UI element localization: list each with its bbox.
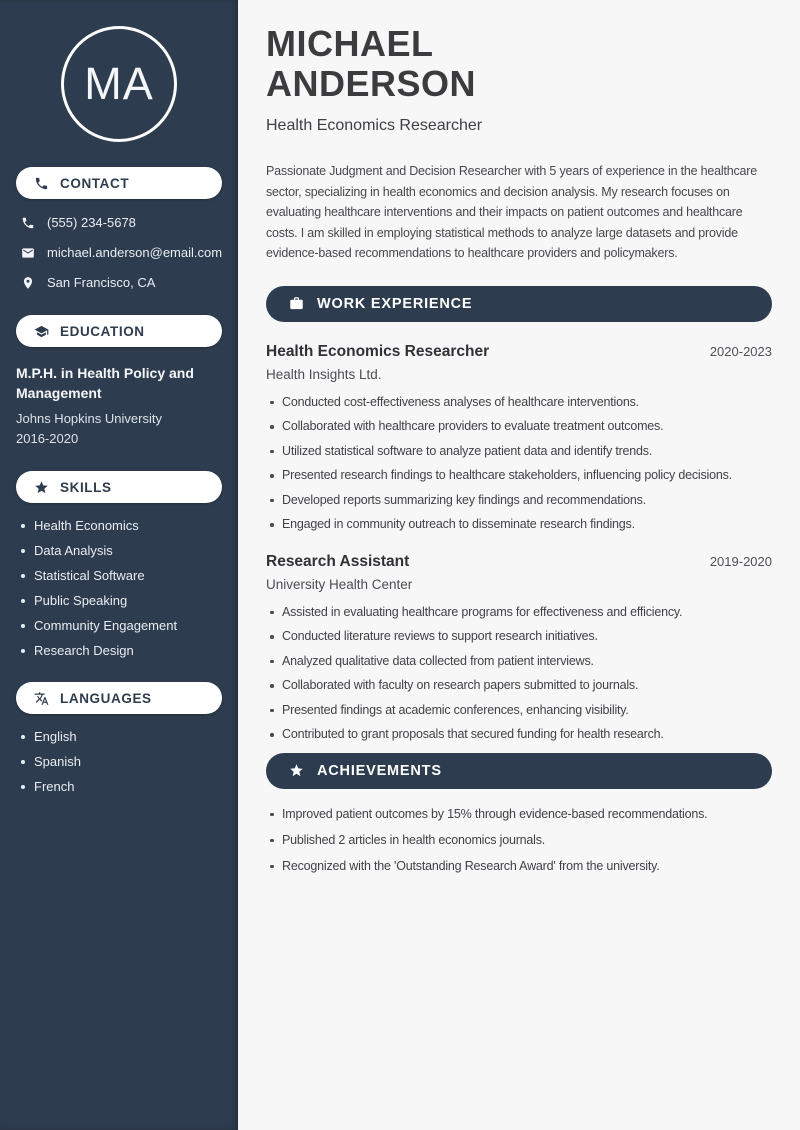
job-entry bbox=[266, 553, 772, 742]
achievement-bullet: Published 2 articles in health economics journals. bbox=[266, 834, 772, 848]
job-bullet-list bbox=[266, 606, 772, 742]
job-dates: 2019-2020 bbox=[709, 553, 772, 569]
skills-heading: SKILLS bbox=[60, 479, 112, 495]
job-header bbox=[266, 553, 772, 571]
languages-list bbox=[16, 730, 222, 793]
job-bullet: Developed reports summarizing key findings and recommendations. bbox=[266, 494, 772, 508]
avatar-initials: MA bbox=[84, 58, 154, 109]
main-content bbox=[238, 0, 800, 1130]
job-bullet: Collaborated with healthcare providers to evaluate treatment outcomes. bbox=[266, 420, 772, 434]
sidebar bbox=[0, 0, 238, 1130]
job-entry bbox=[266, 343, 772, 532]
skills-section-header bbox=[16, 471, 222, 503]
star-icon bbox=[34, 480, 49, 495]
contact-email bbox=[16, 245, 222, 260]
achievements-list bbox=[266, 808, 772, 874]
phone-icon bbox=[34, 176, 49, 191]
job-bullet: Presented research findings to healthcare stakeholders, influencing policy decisions. bbox=[266, 469, 772, 483]
avatar bbox=[61, 26, 177, 142]
page-title bbox=[266, 24, 772, 104]
star-icon bbox=[289, 763, 304, 778]
phone-number: (555) 234-5678 bbox=[47, 215, 136, 230]
skill-item: Research Design bbox=[16, 644, 222, 657]
contact-section-header bbox=[16, 167, 222, 199]
achievement-bullet: Recognized with the 'Outstanding Research Award' from the university. bbox=[266, 860, 772, 874]
job-company: Health Insights Ltd. bbox=[266, 366, 382, 382]
job-bullet: Presented findings at academic conferences, enhancing visibility. bbox=[266, 704, 772, 718]
job-bullet: Engaged in community outreach to disseminate research findings. bbox=[266, 518, 772, 532]
skill-item: Community Engagement bbox=[16, 619, 222, 632]
contact-heading: CONTACT bbox=[60, 175, 130, 191]
job-dates: 2020-2023 bbox=[709, 343, 772, 359]
email-address: michael.anderson@email.com bbox=[47, 245, 223, 260]
contact-location bbox=[16, 275, 222, 290]
skill-item: Health Economics bbox=[16, 519, 222, 532]
job-bullet: Utilized statistical software to analyze patient data and identify trends. bbox=[266, 445, 772, 459]
location-text: San Francisco, CA bbox=[47, 275, 156, 290]
email-icon bbox=[21, 246, 35, 260]
graduation-cap-icon bbox=[34, 324, 49, 339]
education-years: 2016-2020 bbox=[16, 431, 79, 446]
job-title: Research Assistant bbox=[266, 552, 410, 570]
job-bullet: Collaborated with faculty on research papers submitted to journals. bbox=[266, 679, 772, 693]
phone-icon bbox=[21, 216, 35, 230]
translate-icon bbox=[34, 691, 49, 706]
job-bullet: Conducted cost-effectiveness analyses of healthcare interventions. bbox=[266, 396, 772, 410]
languages-heading: LANGUAGES bbox=[60, 690, 152, 706]
job-bullet-list bbox=[266, 396, 772, 532]
summary-paragraph: Passionate Judgment and Decision Researcher with 5 years of experience in the healthcare sector, specializing in health economics and decision analysis. My research focuses on evaluating healthcare interventions and their impacts on patient outcomes and healthcare costs. I am skilled in employing statistical methods to analyze large datasets and provide evidence-based recommendations to healthcare providers and policymakers. bbox=[266, 164, 758, 260]
work-experience-heading: WORK EXPERIENCE bbox=[317, 295, 473, 312]
contact-phone bbox=[16, 215, 222, 230]
job-bullet: Assisted in evaluating healthcare programs for effectiveness and efficiency. bbox=[266, 606, 772, 620]
skills-list bbox=[16, 519, 222, 657]
first-name: MICHAEL bbox=[266, 23, 434, 64]
job-title: Health Economics Researcher bbox=[266, 342, 490, 360]
job-header bbox=[266, 343, 772, 361]
achievements-section-header bbox=[266, 753, 772, 789]
skill-item: Data Analysis bbox=[16, 544, 222, 557]
achievements-heading: ACHIEVEMENTS bbox=[317, 762, 442, 779]
languages-section-header bbox=[16, 682, 222, 714]
skill-item: Statistical Software bbox=[16, 569, 222, 582]
work-experience-section-header bbox=[266, 286, 772, 322]
skill-item: Public Speaking bbox=[16, 594, 222, 607]
job-bullet: Contributed to grant proposals that secured funding for health research. bbox=[266, 728, 772, 742]
location-icon bbox=[21, 276, 35, 290]
education-heading: EDUCATION bbox=[60, 323, 145, 339]
language-item: English bbox=[16, 730, 222, 743]
language-item: French bbox=[16, 780, 222, 793]
job-bullet: Conducted literature reviews to support research initiatives. bbox=[266, 630, 772, 644]
education-section-header bbox=[16, 315, 222, 347]
briefcase-icon bbox=[289, 296, 304, 311]
job-bullet: Analyzed qualitative data collected from patient interviews. bbox=[266, 655, 772, 669]
professional-title: Health Economics Researcher bbox=[266, 117, 483, 134]
job-company: University Health Center bbox=[266, 576, 413, 592]
last-name: ANDERSON bbox=[266, 63, 477, 104]
education-school: Johns Hopkins University bbox=[16, 411, 162, 426]
achievement-bullet: Improved patient outcomes by 15% through evidence-based recommendations. bbox=[266, 808, 772, 822]
language-item: Spanish bbox=[16, 755, 222, 768]
education-degree: M.P.H. in Health Policy and Management bbox=[16, 365, 194, 401]
contact-list bbox=[16, 215, 222, 290]
